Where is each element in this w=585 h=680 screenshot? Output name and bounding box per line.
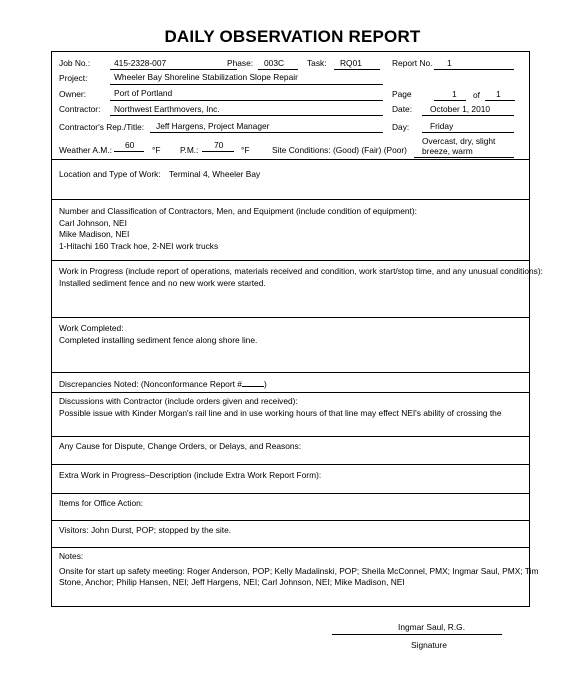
project-label: Project: <box>59 73 88 83</box>
date-value[interactable]: October 1, 2010 <box>430 104 491 114</box>
section-contractors <box>52 200 529 261</box>
office-action-label: Items for Office Action: <box>59 498 144 508</box>
signature-line[interactable] <box>332 634 502 635</box>
completed-label: Work Completed: <box>59 323 124 333</box>
phase-value[interactable]: 003C <box>264 58 285 68</box>
weather-am-label: Weather A.M.: <box>59 145 112 155</box>
section-visitors <box>52 521 529 548</box>
contractor-rep-label: Contractor's Rep./Title: <box>59 122 145 132</box>
section-location <box>52 160 529 200</box>
completed-value[interactable]: Completed installing sediment fence along shore line. <box>59 334 258 345</box>
section-notes <box>52 548 539 605</box>
contractor-rep-value[interactable]: Jeff Hargens, Project Manager <box>156 121 270 131</box>
location-label: Location and Type of Work: <box>59 169 161 179</box>
signer-name: Ingmar Saul, R.G. <box>398 622 466 632</box>
contractors-label: Number and Classification of Contractors, Men, and Equipment (include condition of equipment): <box>59 206 417 216</box>
extra-work-label: Extra Work in Progress–Description (include Extra Work Report Form): <box>59 470 322 480</box>
date-label: Date: <box>392 104 413 114</box>
signature-label: Signature <box>411 640 447 650</box>
degree-f-am: °F <box>152 145 161 155</box>
report-body <box>51 160 543 607</box>
phase-label: Phase: <box>227 58 254 68</box>
report-no-value[interactable]: 1 <box>447 58 452 68</box>
discussions-value[interactable]: Possible issue with Kinder Morgan's rail line and in use working hours of that line may effect NEI's ability of crossing the <box>59 407 502 418</box>
section-extra-work <box>52 465 529 494</box>
contractors-line-1[interactable]: Carl Johnson, NEI <box>59 217 127 228</box>
progress-label: Work in Progress (include report of operations, materials received and condition, work start/stop time, and any unusual conditions): <box>59 266 543 276</box>
contractor-value[interactable]: Northwest Earthmovers, Inc. <box>114 104 220 114</box>
progress-value[interactable]: Installed sediment fence and no new work were started. <box>59 277 266 288</box>
page-value[interactable]: 1 <box>452 89 457 99</box>
nonconformance-report-field[interactable] <box>242 378 264 387</box>
notes-line-1[interactable]: Onsite for start up safety meeting: Roger Anderson, POP; Kelly Madalinski, POP; Sheila McConnel, PMX; Ingmar Saul, PMX; Tim <box>59 565 539 576</box>
day-value[interactable]: Friday <box>430 121 454 131</box>
location-value[interactable]: Terminal 4, Wheeler Bay <box>168 169 261 179</box>
visitors-label: Visitors: John Durst, POP; stopped by the site. <box>59 525 232 535</box>
section-office-action <box>52 494 529 521</box>
section-discrepancies: Discrepancies Noted: (Nonconformance Report # ) <box>52 373 529 393</box>
weather-am-value[interactable]: 60 <box>125 140 135 150</box>
contractors-line-3[interactable]: 1-Hitachi 160 Track hoe, 2-NEI work trucks <box>59 240 219 251</box>
discrepancies-label: Discrepancies Noted: (Nonconformance Report # <box>59 379 242 389</box>
dispute-label: Any Cause for Dispute, Change Orders, or Delays, and Reasons: <box>59 441 302 451</box>
degree-f-pm: °F <box>241 145 250 155</box>
notes-line-2[interactable]: Stone, Anchor; Philip Hansen, NEI; Jeff Hargens, NEI; Carl Johnson, NEI; Mike Madison, NEI <box>59 577 405 587</box>
job-no-value[interactable]: 415-2328-007 <box>114 58 167 68</box>
site-conditions-label: Site Conditions: (Good) (Fair) (Poor) <box>272 145 407 155</box>
weather-pm-value[interactable]: 70 <box>214 140 224 150</box>
weather-pm-label: P.M.: <box>180 145 199 155</box>
report-title: DAILY OBSERVATION REPORT <box>164 27 421 46</box>
contractors-line-2[interactable]: Mike Madison, NEI <box>59 229 130 239</box>
section-discussions <box>52 393 529 437</box>
report-header <box>51 51 530 160</box>
owner-value[interactable]: Port of Portland <box>114 88 173 98</box>
page-of-label: of <box>473 90 480 100</box>
page-total-value[interactable]: 1 <box>496 89 501 99</box>
project-value[interactable]: Wheeler Bay Shoreline Stabilization Slope Repair <box>114 72 298 82</box>
report-no-label: Report No. <box>392 58 433 68</box>
job-no-label: Job No.: <box>59 58 91 68</box>
owner-label: Owner: <box>59 89 86 99</box>
page-label: Page <box>392 89 412 99</box>
contractor-label: Contractor: <box>59 104 101 114</box>
site-conditions-line2[interactable]: breeze, warm <box>422 146 473 156</box>
section-work-in-progress <box>52 261 543 318</box>
task-value[interactable]: RQ01 <box>340 58 362 68</box>
discussions-label: Discussions with Contractor (include orders given and received): <box>59 396 298 406</box>
section-dispute <box>52 437 529 465</box>
notes-label: Notes: <box>59 551 84 561</box>
task-label: Task: <box>307 58 327 68</box>
day-label: Day: <box>392 122 410 132</box>
section-work-completed <box>52 318 529 373</box>
site-conditions-line1[interactable]: Overcast, dry, slight <box>422 136 496 146</box>
